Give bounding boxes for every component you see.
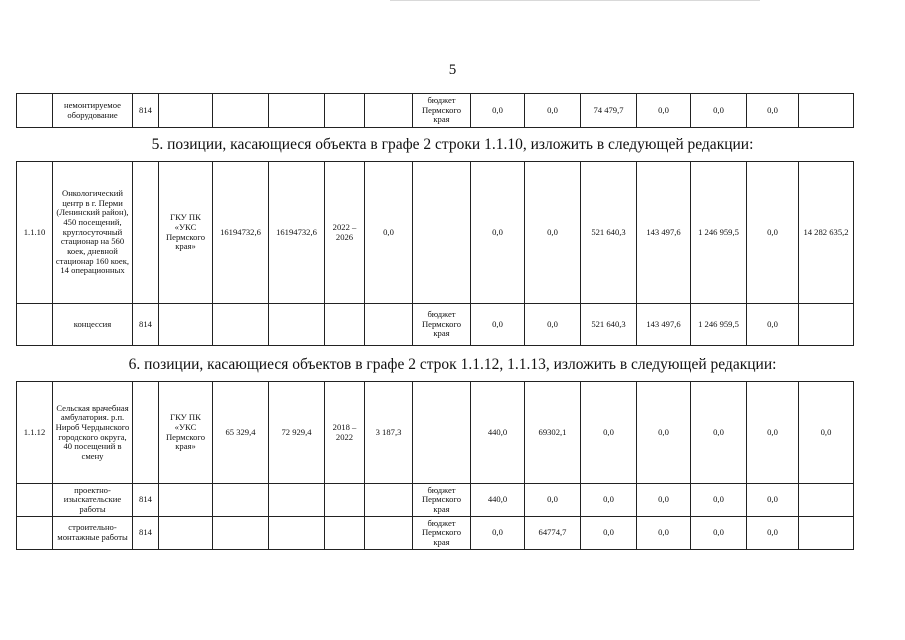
cell-value: 0,0 bbox=[691, 484, 747, 517]
cell-value bbox=[365, 517, 413, 550]
cell-value: 3 187,3 bbox=[365, 382, 413, 484]
cell-value: 0,0 bbox=[581, 517, 637, 550]
cell-value: 0,0 bbox=[471, 162, 525, 304]
cell-value: 0,0 bbox=[637, 382, 691, 484]
cell-value: 0,0 bbox=[471, 304, 525, 346]
cell-value: 0,0 bbox=[365, 162, 413, 304]
cell-object-name: Сельская врачебная амбулатория. р.п. Нироб Чердынского городского округа, 40 посещений в смену bbox=[53, 382, 133, 484]
page-number: 5 bbox=[448, 62, 457, 78]
cell-value bbox=[365, 304, 413, 346]
cell-customer: ГКУ ПК «УКС Пермского края» bbox=[159, 162, 213, 304]
cell-value: 0,0 bbox=[637, 517, 691, 550]
cell-row-number: 1.1.12 bbox=[17, 382, 53, 484]
cell-value bbox=[799, 484, 854, 517]
cell-value: 0,0 bbox=[747, 304, 799, 346]
cell-value: 0,0 bbox=[581, 382, 637, 484]
table-row bbox=[17, 484, 854, 517]
cell-customer bbox=[159, 517, 213, 550]
cell-source bbox=[413, 162, 471, 304]
cell-value: 0,0 bbox=[581, 484, 637, 517]
cell-value: 1 246 959,5 bbox=[691, 304, 747, 346]
scan-artifact-line bbox=[390, 0, 760, 1]
cell-row-number bbox=[17, 484, 53, 517]
cell-customer bbox=[159, 484, 213, 517]
cell-cost-2 bbox=[269, 484, 325, 517]
cell-code: 814 bbox=[133, 304, 159, 346]
table-row bbox=[17, 162, 854, 304]
cell-source: бюджет Пермского края bbox=[413, 94, 471, 128]
cell-row-number: 1.1.10 bbox=[17, 162, 53, 304]
cell-period bbox=[325, 484, 365, 517]
cell-period: 2018 – 2022 bbox=[325, 382, 365, 484]
cell-source: бюджет Пермского края bbox=[413, 304, 471, 346]
cell-row-number bbox=[17, 94, 53, 128]
cell-value bbox=[365, 94, 413, 128]
cell-object-name: Онкологический центр в г. Перми (Ленинский район), 450 посещений, круглосуточный стационар на 560 коек, дневной стационар 160 коек, 14 операционных bbox=[53, 162, 133, 304]
cell-cost-1 bbox=[213, 94, 269, 128]
cell-value: 69302,1 bbox=[525, 382, 581, 484]
cell-value: 0,0 bbox=[747, 382, 799, 484]
cell-value: 0,0 bbox=[525, 484, 581, 517]
cell-cost-2 bbox=[269, 94, 325, 128]
cell-value: 0,0 bbox=[471, 517, 525, 550]
table-row bbox=[17, 94, 854, 128]
cell-cost-2 bbox=[269, 517, 325, 550]
cell-code: 814 bbox=[133, 484, 159, 517]
cell-source: бюджет Пермского края bbox=[413, 517, 471, 550]
cell-code bbox=[133, 382, 159, 484]
cell-object-name: строительно-монтажные работы bbox=[53, 517, 133, 550]
cell-value: 0,0 bbox=[691, 94, 747, 128]
cell-value: 0,0 bbox=[747, 162, 799, 304]
cell-source: бюджет Пермского края bbox=[413, 484, 471, 517]
cell-value: 0,0 bbox=[471, 94, 525, 128]
table-continuation bbox=[16, 93, 854, 128]
cell-code: 814 bbox=[133, 94, 159, 128]
cell-value: 440,0 bbox=[471, 382, 525, 484]
cell-row-number bbox=[17, 304, 53, 346]
cell-object-name: проектно-изыскательские работы bbox=[53, 484, 133, 517]
table-row bbox=[17, 382, 854, 484]
cell-value bbox=[799, 517, 854, 550]
cell-row-number bbox=[17, 517, 53, 550]
cell-value: 14 282 635,2 bbox=[799, 162, 854, 304]
cell-cost-2 bbox=[269, 304, 325, 346]
cell-value: 0,0 bbox=[747, 94, 799, 128]
cell-value: 0,0 bbox=[525, 162, 581, 304]
cell-cost-1: 16194732,6 bbox=[213, 162, 269, 304]
cell-customer: ГКУ ПК «УКС Пермского края» bbox=[159, 382, 213, 484]
section-5-heading: 5. позиции, касающиеся объекта в графе 2 строки 1.1.10, изложить в следующей редакции: bbox=[151, 136, 754, 153]
cell-value: 440,0 bbox=[471, 484, 525, 517]
cell-cost-2: 16194732,6 bbox=[269, 162, 325, 304]
cell-period bbox=[325, 94, 365, 128]
cell-source bbox=[413, 382, 471, 484]
cell-cost-2: 72 929,4 bbox=[269, 382, 325, 484]
cell-value: 0,0 bbox=[525, 304, 581, 346]
cell-value: 0,0 bbox=[691, 382, 747, 484]
cell-cost-1: 65 329,4 bbox=[213, 382, 269, 484]
cell-value: 0,0 bbox=[637, 484, 691, 517]
table-object-1-1-12 bbox=[16, 381, 854, 550]
cell-value: 521 640,3 bbox=[581, 162, 637, 304]
cell-period bbox=[325, 517, 365, 550]
cell-customer bbox=[159, 94, 213, 128]
cell-customer bbox=[159, 304, 213, 346]
cell-value: 0,0 bbox=[637, 94, 691, 128]
cell-value: 521 640,3 bbox=[581, 304, 637, 346]
table-row bbox=[17, 304, 854, 346]
cell-object-name: немонтируемое оборудование bbox=[53, 94, 133, 128]
cell-cost-1 bbox=[213, 304, 269, 346]
cell-value: 0,0 bbox=[799, 382, 854, 484]
cell-value: 0,0 bbox=[525, 94, 581, 128]
cell-cost-1 bbox=[213, 517, 269, 550]
cell-value bbox=[799, 304, 854, 346]
cell-code: 814 bbox=[133, 517, 159, 550]
cell-value: 1 246 959,5 bbox=[691, 162, 747, 304]
cell-period bbox=[325, 304, 365, 346]
cell-value: 0,0 bbox=[747, 484, 799, 517]
cell-value: 74 479,7 bbox=[581, 94, 637, 128]
cell-value: 143 497,6 bbox=[637, 304, 691, 346]
cell-value: 143 497,6 bbox=[637, 162, 691, 304]
cell-period: 2022 – 2026 bbox=[325, 162, 365, 304]
cell-value bbox=[365, 484, 413, 517]
section-6-heading: 6. позиции, касающиеся объектов в графе 2 строк 1.1.12, 1.1.13, изложить в следующей редакции: bbox=[128, 356, 777, 373]
table-object-1-1-10 bbox=[16, 161, 854, 346]
cell-value: 0,0 bbox=[747, 517, 799, 550]
cell-value bbox=[799, 94, 854, 128]
cell-code bbox=[133, 162, 159, 304]
table-row bbox=[17, 517, 854, 550]
cell-cost-1 bbox=[213, 484, 269, 517]
cell-value: 0,0 bbox=[691, 517, 747, 550]
cell-value: 64774,7 bbox=[525, 517, 581, 550]
cell-object-name: концессия bbox=[53, 304, 133, 346]
